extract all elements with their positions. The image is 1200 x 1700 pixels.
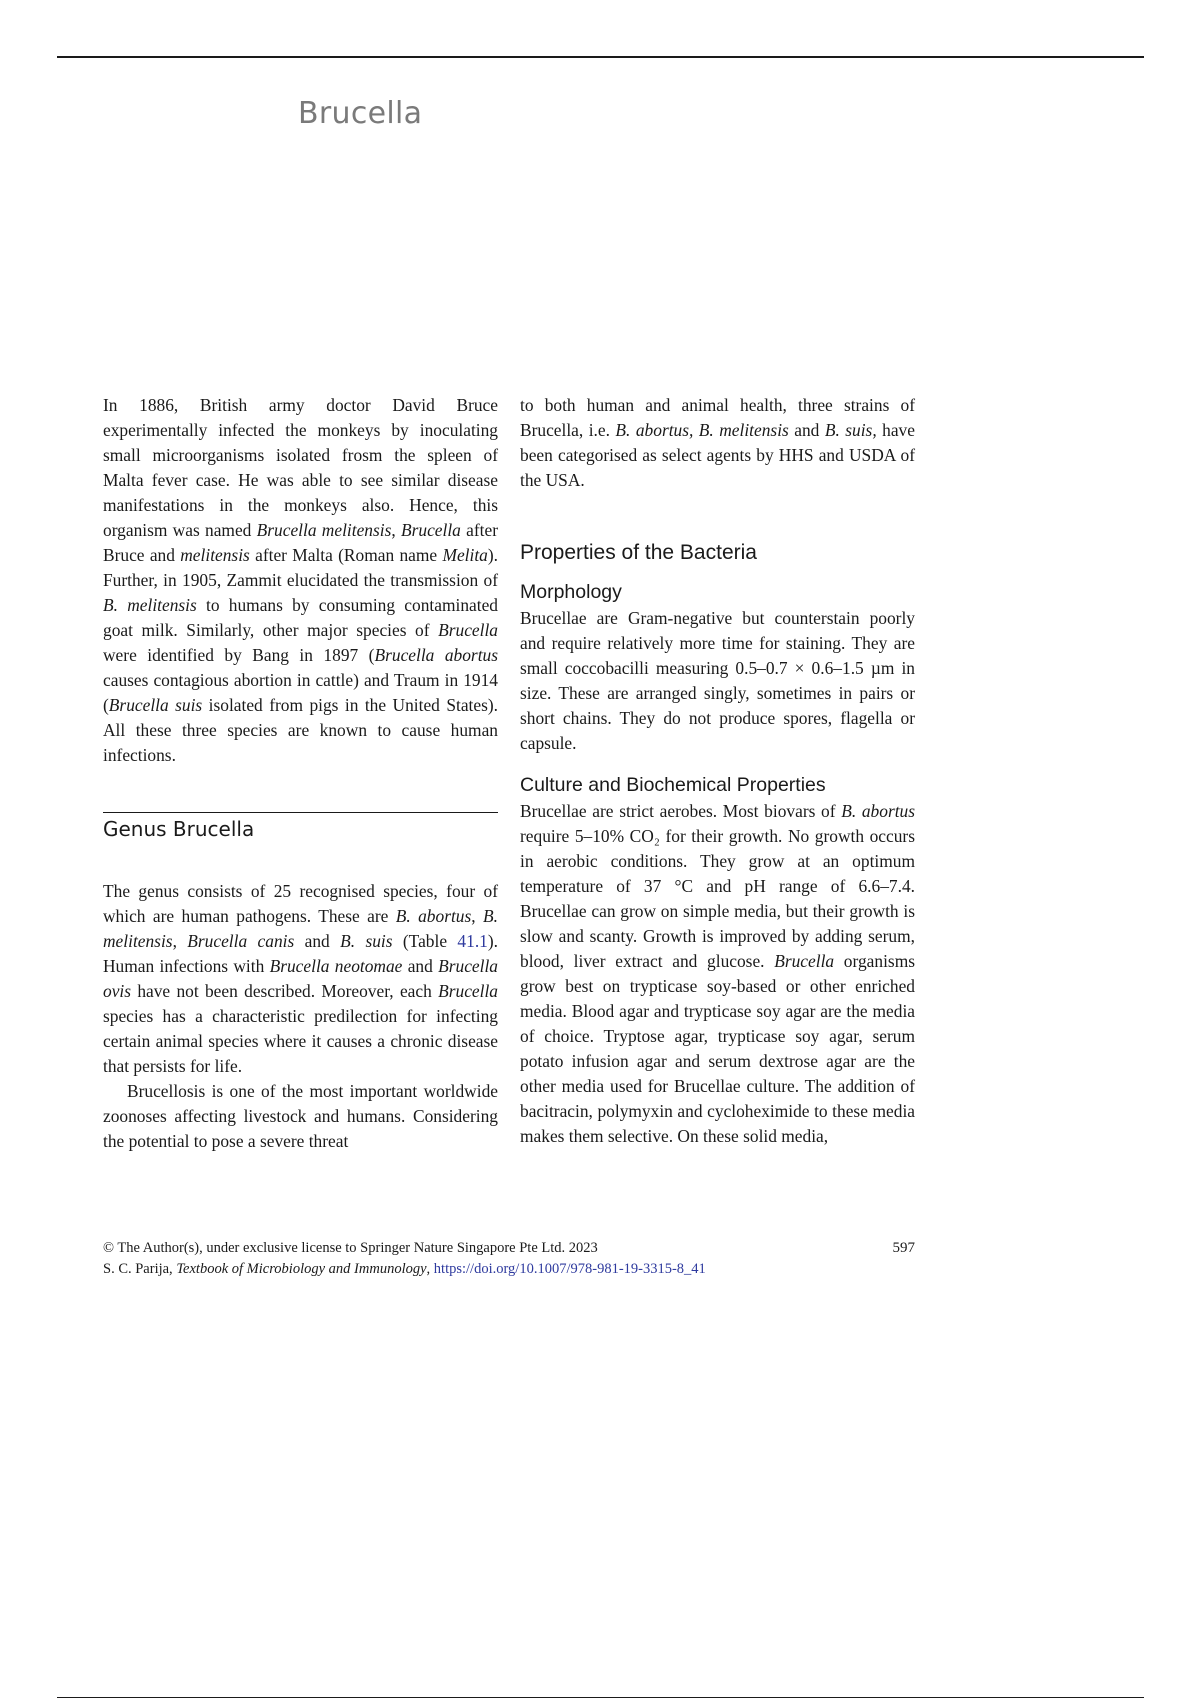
text-run: ,: [471, 906, 484, 926]
italic-run: Brucella ovis: [103, 956, 498, 1001]
italic-run: B. abortus, B. melitensis: [615, 420, 789, 440]
italic-run: melitensis: [180, 545, 250, 565]
text-run: have not been described. Moreover, each: [131, 981, 439, 1001]
text-run: causes contagious abortion in cattle) and Traum in 1914 (: [103, 670, 498, 715]
left-column: [103, 393, 498, 1154]
text-run: The genus consists of 25 recognised species, four of which are human pathogens. These are: [103, 881, 498, 926]
right-column: [520, 393, 915, 1149]
text-run: to humans by consuming contaminated goat milk. Similarly, other major species of: [103, 595, 498, 640]
text-run: and: [788, 420, 825, 440]
text-run: Brucellae are strict aerobes. Most biovars of: [520, 801, 842, 821]
culture-paragraph: [520, 799, 915, 1149]
continued-paragraph: [520, 393, 915, 493]
text-run: Brucellae are Gram-negative but counterstain poorly and require relatively more time for staining. They are small coccobacilli measuring 0.5–0.7 × 0.6–1.5 µm in size. These are arranged singly, sometimes in pairs or short chains. They do not produce spores, flagella or capsule.: [520, 608, 915, 753]
bottom-rule: [57, 1697, 1144, 1698]
italic-run: Brucella: [438, 981, 498, 1001]
section-rule: [103, 812, 498, 813]
text-run: ,: [391, 520, 401, 540]
genus-heading: Genus Brucella: [103, 817, 255, 841]
morphology-heading: Morphology: [520, 581, 622, 603]
text-run: isolated from pigs in the United States). All these three species are known to cause human infections.: [103, 695, 499, 765]
italic-run: Brucella suis: [108, 695, 203, 715]
text-run: In 1886, British army doctor David Bruce experimentally infected the monkeys by inoculating small microorganisms isolated frosm the spleen of Malta fever case. He was able to see similar disease manifestations in the monkeys also. Hence, this organism was named: [103, 395, 498, 540]
text-run: ). Further, in 1905, Zammit elucidated the transmission of: [103, 545, 498, 590]
text-run: ). Human infections with: [103, 931, 498, 976]
text-run: have been categorised as select agents by HHS and USDA of the USA.: [520, 420, 915, 490]
text-run: to both human and animal health, three strains of Brucella, i.e.: [520, 395, 915, 440]
intro-paragraph: [103, 393, 498, 768]
text-run: ,: [172, 931, 188, 951]
genus-paragraph-2: [103, 1079, 498, 1154]
italic-run: Brucella neotomae: [269, 956, 403, 976]
chapter-title: Brucella: [298, 96, 423, 131]
text-run: after Malta (Roman name: [249, 545, 443, 565]
italic-run: B. abortus: [841, 801, 916, 821]
doi-link[interactable]: https://doi.org/10.1007/978-981-19-3315-8_41: [433, 1261, 706, 1277]
italic-run: B. melitensis: [103, 595, 197, 615]
text-run: Brucellosis is one of the most important worldwide zoonoses affecting livestock and humans. Considering the potential to pose a severe threat: [103, 1081, 498, 1151]
citation-separator: ,: [426, 1261, 434, 1277]
table-reference-link[interactable]: 41.1: [457, 931, 488, 951]
citation-line: [103, 1259, 915, 1280]
page-footer: [103, 1238, 915, 1280]
italic-run: Brucella: [774, 951, 835, 971]
text-run: and: [294, 931, 341, 951]
text-run: and: [402, 956, 439, 976]
text-run: species has a characteristic predilection for infecting certain animal species where it causes a chronic disease that persists for life.: [103, 1006, 498, 1076]
text-run: were identified by Bang in 1897 (: [103, 645, 375, 665]
page-number: 597: [892, 1240, 915, 1256]
italic-run: B. abortus: [395, 906, 472, 926]
text-run: organisms grow best on trypticase soy-based or other enriched media. Blood agar and trypticase soy agar are the media of choice. Tryptose agar, trypticase soy agar, serum potato infusion agar and serum dextrose agar are the other media used for Brucellae culture. The addition of bacitracin, polymyxin and cycloheximide to these media makes them selective. On these solid media,: [520, 951, 915, 1146]
morphology-paragraph: [520, 606, 915, 756]
italic-run: Brucella: [400, 520, 461, 540]
copyright-line: © The Author(s), under exclusive license to Springer Nature Singapore Pte Ltd. 2023: [103, 1240, 598, 1256]
text-run: after Bruce and: [103, 520, 498, 565]
italic-run: Melita: [442, 545, 488, 565]
text-run: (Table: [392, 931, 458, 951]
text-run: require 5–10% CO₂ for their growth. No growth occurs in aerobic conditions. They grow at an optimum temperature of 37 °C and pH range of 6.6–7.4. Brucellae can grow on simple media, but their growth is slow and scanty. Growth is improved by adding serum, blood, liver extract and glucose.: [520, 826, 915, 971]
italic-run: Brucella melitensis: [256, 520, 392, 540]
citation-author: S. C. Parija,: [103, 1261, 177, 1277]
italic-run: B. melitensis: [103, 906, 498, 951]
citation-title: Textbook of Microbiology and Immunology: [176, 1261, 427, 1277]
properties-heading: Properties of the Bacteria: [520, 541, 757, 564]
italic-run: Brucella canis: [187, 931, 295, 951]
italic-run: B. suis: [340, 931, 393, 951]
italic-run: Brucella abortus: [374, 645, 498, 665]
culture-heading: Culture and Biochemical Properties: [520, 774, 826, 796]
top-rule: [57, 56, 1144, 58]
italic-run: Brucella: [438, 620, 498, 640]
genus-paragraph-1: [103, 879, 498, 1079]
italic-run: B. suis,: [824, 420, 877, 440]
